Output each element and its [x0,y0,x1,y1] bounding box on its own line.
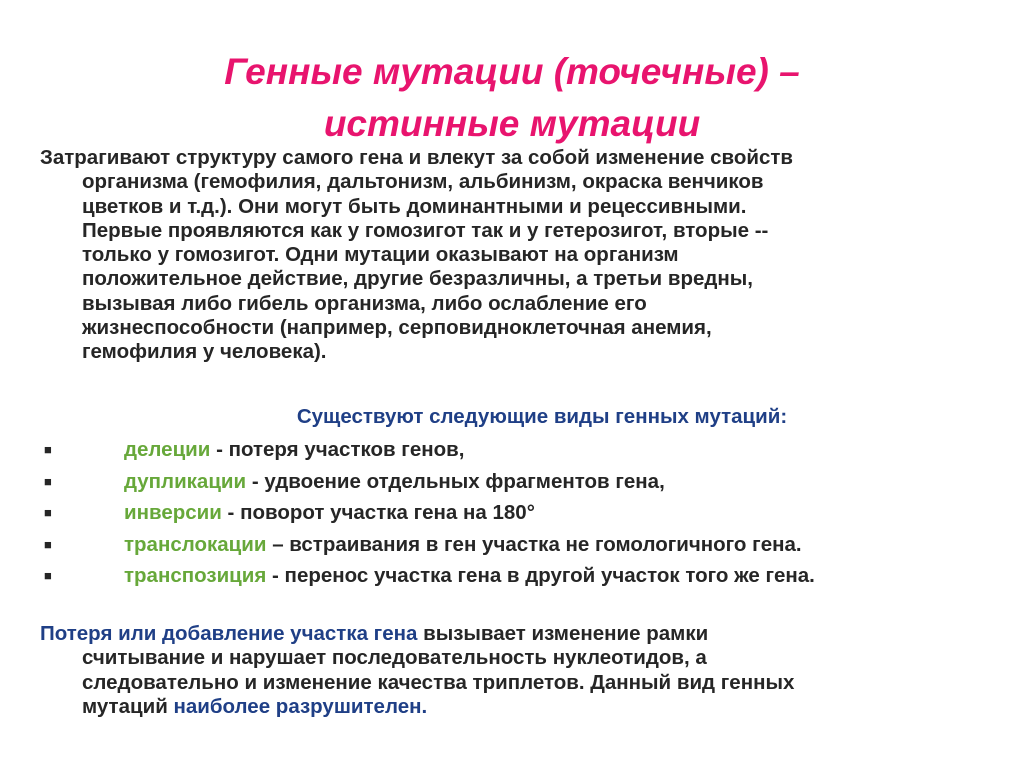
mutation-types-list [40,434,1010,592]
intro-line: организма (гемофилия, дальтонизм, альбинизм, окраска венчиков [82,170,764,194]
conclusion-text: вызывает изменение рамки [417,622,709,645]
square-bullet-icon: ■ [44,442,52,457]
conclusion-paragraph [40,622,1000,719]
conclusion-text: мутаций [82,694,174,718]
intro-line: Первые проявляются как у гомозигот так и у гетерозигот, вторые -- [82,218,769,242]
conclusion-highlight: Потеря или добавление участка гена [40,622,418,645]
square-bullet-icon: ■ [44,505,52,520]
list-item-text [124,466,665,498]
intro-line: жизнеспособности (например, серповидноклеточная анемия, [82,316,712,340]
mutation-term: дупликации [124,469,247,493]
mutation-description: – встраивания в ген участка не гомологичного гена. [266,532,802,556]
list-item-text [124,560,815,592]
list-item [40,529,1010,561]
conclusion-line: считывание и нарушает последовательность нуклеотидов, а [82,646,707,670]
list-item [40,466,1010,498]
square-bullet-icon: ■ [44,473,52,489]
list-item-text [124,529,802,561]
mutation-term: транспозиция [124,564,267,587]
conclusion-line [40,622,1000,646]
intro-paragraph [40,146,1000,365]
conclusion-line: следовательно и изменение качества триплетов. Данный вид генных [82,670,795,694]
mutation-description: - потеря участков генов, [210,438,465,461]
list-item-text [124,497,535,529]
list-item [40,560,1010,592]
conclusion-line [40,695,1000,719]
list-item [40,497,1010,529]
mutation-term: делеции [124,438,211,461]
mutation-description: - перенос участка гена в другой участок того же гена. [266,564,815,587]
list-item [40,434,1010,466]
intro-line: цветков и т.д.). Они могут быть доминантными и рецессивными. [82,194,747,218]
mutation-term: инверсии [124,501,222,524]
mutation-term: транслокации [124,532,267,556]
list-item-text [124,434,464,466]
intro-line: гемофилия у человека). [82,340,327,364]
square-bullet-icon: ■ [44,568,52,583]
slide-title-line-2: истинные мутации [323,103,701,144]
mutation-types-heading: Существуют следующие виды генных мутаций: [296,405,788,428]
mutation-description: - поворот участка гена на 180° [221,501,535,524]
intro-line: вызывая либо гибель организма, либо ослабление его [82,291,647,315]
conclusion-highlight: наиболее разрушителен. [173,694,428,718]
intro-line: Затрагивают структуру самого гена и влекут за собой изменение свойств [40,146,794,169]
slide-title-line-1: Генные мутации (точечные) – [224,51,800,92]
intro-line: положительное действие, другие безразличны, а третьи вредны, [82,267,753,291]
mutation-description: - удвоение отдельных фрагментов гена, [246,469,665,493]
square-bullet-icon: ■ [44,536,52,552]
intro-line: только у гомозигот. Одни мутации оказывают на организм [82,243,679,267]
